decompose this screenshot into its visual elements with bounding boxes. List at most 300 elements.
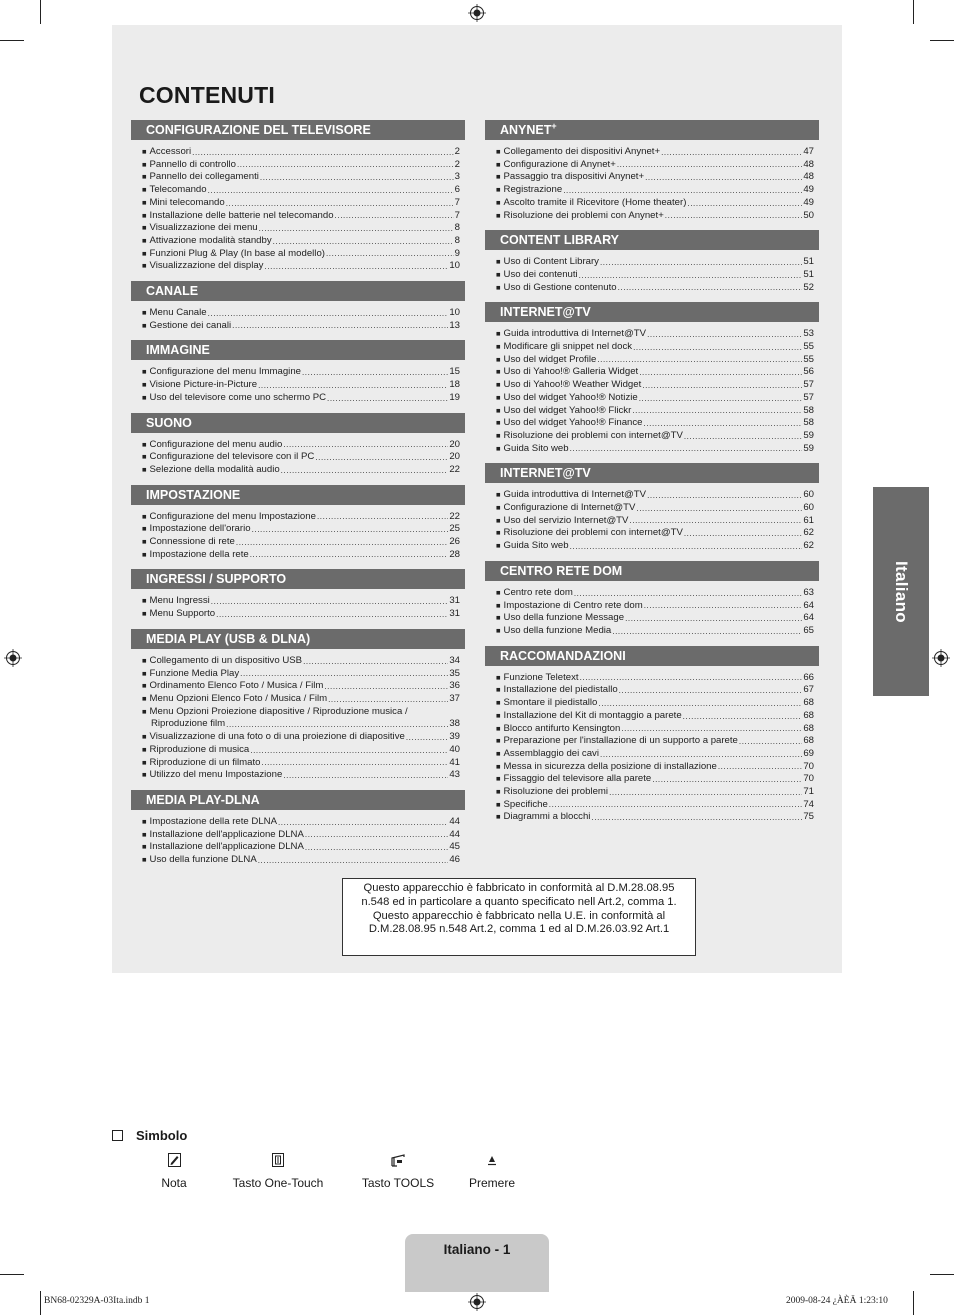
toc-dot-leader xyxy=(661,147,802,159)
registration-mark-icon xyxy=(4,649,22,667)
toc-entry-page: 28 xyxy=(449,548,460,560)
toc-entry-page: 15 xyxy=(449,366,460,378)
toc-item-list xyxy=(485,322,819,455)
bullet-square-icon: ■ xyxy=(142,210,147,220)
toc-entry-label: Impostazione della rete xyxy=(149,548,249,560)
toc-entry-page: 60 xyxy=(803,502,814,514)
toc-entry[interactable] xyxy=(496,684,814,697)
toc-entry-page: 26 xyxy=(449,536,460,548)
conformity-notice: Questo apparecchio è fabbricato in conformità al D.M.28.08.95 n.548 ed in particolare a quanto specificato nell Art.2, comma 1. Questo apparecchio è fabbricato nella U.E. in conformità al D.M.28.08.95 n.548 Art.2, comma 1 ed al D.M.26.03.92 Art.1 xyxy=(342,878,696,956)
toc-dot-leader xyxy=(192,147,454,159)
toc-entry[interactable] xyxy=(496,811,814,824)
toc-entry-page: 75 xyxy=(803,811,814,823)
toc-entry[interactable] xyxy=(496,625,814,638)
toc-entry-page: 13 xyxy=(449,319,460,331)
toc-dot-leader xyxy=(570,541,803,553)
toc-entry[interactable] xyxy=(142,248,460,261)
toc-dot-leader xyxy=(579,270,803,282)
bullet-square-icon: ■ xyxy=(496,799,501,809)
crop-mark xyxy=(930,40,954,41)
toc-entry[interactable] xyxy=(142,608,460,621)
symbol-press xyxy=(464,1150,520,1190)
toc-entry[interactable] xyxy=(142,392,460,405)
bullet-square-icon: ■ xyxy=(496,774,501,784)
toc-entry[interactable] xyxy=(496,171,814,184)
bullet-square-icon: ■ xyxy=(142,757,147,767)
toc-entry-page: 44 xyxy=(449,815,460,827)
toc-section-centro-rete-dom xyxy=(485,561,819,638)
toc-dot-leader xyxy=(549,799,803,811)
toc-dot-leader xyxy=(226,198,454,210)
toc-entry-page: 40 xyxy=(449,743,460,755)
toc-entry-label: Centro rete dom xyxy=(503,586,573,598)
toc-dot-leader xyxy=(665,210,803,222)
toc-item-list xyxy=(485,140,819,222)
toc-entry[interactable] xyxy=(142,159,460,172)
bullet-square-icon: ■ xyxy=(496,710,501,720)
toc-entry-page: 70 xyxy=(803,760,814,772)
toc-entry[interactable] xyxy=(496,540,814,553)
toc-entry[interactable] xyxy=(496,786,814,799)
toc-dot-leader xyxy=(644,418,803,430)
toc-entry-page: 10 xyxy=(449,307,460,319)
toc-dot-leader xyxy=(684,431,802,443)
tools-icon xyxy=(356,1150,440,1170)
toc-entry-page: 63 xyxy=(803,586,814,598)
crop-mark xyxy=(40,0,41,24)
toc-left-column xyxy=(131,120,465,875)
language-side-tab xyxy=(873,487,929,696)
symbol-heading-label: Simbolo xyxy=(136,1128,188,1143)
toc-dot-leader xyxy=(232,320,448,332)
bullet-square-icon: ■ xyxy=(496,329,501,339)
toc-entry[interactable] xyxy=(496,430,814,443)
toc-entry[interactable] xyxy=(496,405,814,418)
toc-entry-page: 25 xyxy=(449,523,460,535)
toc-entry-page: 55 xyxy=(803,341,814,353)
toc-section-heading xyxy=(485,463,819,483)
toc-item-list xyxy=(131,505,465,562)
bullet-square-icon: ■ xyxy=(496,159,501,169)
toc-dot-leader xyxy=(406,732,449,744)
toc-entry-page: 57 xyxy=(803,391,814,403)
symbol-tools xyxy=(356,1150,440,1190)
toc-dot-leader xyxy=(591,812,802,824)
toc-dot-leader xyxy=(240,668,448,680)
toc-dot-leader xyxy=(260,172,454,184)
toc-entry-page: 52 xyxy=(803,281,814,293)
toc-entry-label: Pannello di controllo xyxy=(149,158,236,170)
bullet-square-icon: ■ xyxy=(496,625,501,635)
symbol-heading xyxy=(112,1128,187,1143)
toc-entry-label: Funzione Media Play xyxy=(149,667,240,679)
bullet-square-icon: ■ xyxy=(496,392,501,402)
toc-dot-leader xyxy=(324,681,448,693)
toc-entry-page: 38 xyxy=(449,718,460,730)
toc-entry[interactable] xyxy=(496,672,814,685)
toc-entry-label: Specifiche xyxy=(503,798,548,810)
toc-entry-page: 61 xyxy=(803,514,814,526)
page-number-box xyxy=(405,1234,549,1292)
toc-entry-label: Telecomando xyxy=(149,184,207,196)
bullet-square-icon: ■ xyxy=(496,528,501,538)
bullet-square-icon: ■ xyxy=(142,706,147,716)
toc-entry-label: Configurazione del televisore con il PC xyxy=(149,451,315,463)
toc-dot-leader xyxy=(684,528,802,540)
toc-section-heading-label: CONFIGURAZIONE DEL TELEVISORE xyxy=(146,123,371,137)
toc-dot-leader xyxy=(617,159,803,171)
toc-entry-label: Uso di Gestione contenuto xyxy=(503,281,617,293)
toc-entry[interactable] xyxy=(142,464,460,477)
toc-entry-label: Impostazione della rete DLNA xyxy=(149,815,277,827)
toc-dot-leader xyxy=(618,282,803,294)
toc-entry-label: Risoluzione dei problemi con Anynet+ xyxy=(503,209,664,221)
toc-entry-label: Passaggio tra dispositivi Anynet+ xyxy=(503,171,645,183)
toc-entry[interactable] xyxy=(496,443,814,456)
toc-entry[interactable] xyxy=(496,354,814,367)
bullet-square-icon: ■ xyxy=(496,812,501,822)
toc-entry-page: 49 xyxy=(803,184,814,196)
toc-entry[interactable] xyxy=(142,854,460,867)
toc-entry[interactable] xyxy=(496,799,814,812)
toc-entry[interactable] xyxy=(142,379,460,392)
toc-entry-page: 71 xyxy=(803,786,814,798)
bullet-square-icon: ■ xyxy=(496,613,501,623)
toc-entry-label: Risoluzione dei problemi con internet@TV xyxy=(503,527,683,539)
toc-entry-label: Configurazione di Anynet+ xyxy=(503,158,616,170)
toc-entry[interactable] xyxy=(142,222,460,235)
toc-dot-leader xyxy=(258,380,448,392)
toc-entry[interactable] xyxy=(496,282,814,295)
symbol-one-touch-label: Tasto One-Touch xyxy=(232,1176,324,1190)
toc-entry[interactable] xyxy=(496,328,814,341)
toc-entry-label: Collegamento di un dispositivo USB xyxy=(149,654,303,666)
toc-entry-page: 2 xyxy=(454,146,460,157)
toc-entry[interactable] xyxy=(142,549,460,562)
toc-entry-label: Uso del widget Yahoo!® Flickr xyxy=(503,404,632,416)
toc-entry-label: Uso del servizio Internet@TV xyxy=(503,514,629,526)
toc-dot-leader xyxy=(633,342,802,354)
toc-entry[interactable] xyxy=(142,235,460,248)
toc-entry[interactable] xyxy=(496,392,814,405)
toc-entry-label: Visualizzazione del display xyxy=(149,260,264,272)
note-icon xyxy=(152,1150,196,1170)
toc-dot-leader xyxy=(273,236,454,248)
crop-mark xyxy=(40,1291,41,1315)
toc-entry[interactable] xyxy=(496,417,814,430)
registration-mark-icon xyxy=(468,1293,486,1311)
toc-dot-leader xyxy=(237,159,454,171)
bullet-square-icon: ■ xyxy=(496,185,501,195)
toc-dot-leader xyxy=(305,829,448,841)
toc-section-heading xyxy=(485,561,819,581)
registration-mark-icon xyxy=(468,4,486,22)
toc-section-heading-label: CENTRO RETE DOM xyxy=(500,563,623,578)
toc-entry[interactable] xyxy=(142,816,460,829)
toc-entry-label: Mini telecomando xyxy=(149,196,225,208)
toc-section-suono xyxy=(131,413,465,477)
toc-entry-label: Diagrammi a blocchi xyxy=(503,811,591,823)
toc-item-list xyxy=(131,140,465,273)
bullet-square-icon: ■ xyxy=(496,257,501,267)
toc-dot-leader xyxy=(328,694,448,706)
bullet-square-icon: ■ xyxy=(496,723,501,733)
toc-entry-label: Uso di Content Library xyxy=(503,256,599,268)
toc-entry[interactable] xyxy=(142,668,460,681)
toc-entry-page: 59 xyxy=(803,429,814,441)
toc-entry-page: 49 xyxy=(803,196,814,208)
toc-dot-leader xyxy=(211,596,449,608)
registration-mark-icon xyxy=(932,649,950,667)
toc-entry-label: Impostazione di Centro rete dom xyxy=(503,599,643,611)
toc-entry[interactable] xyxy=(142,744,460,757)
toc-entry[interactable] xyxy=(496,341,814,354)
toc-entry-label: Installazione delle batterie nel telecomando xyxy=(149,209,334,221)
toc-section-heading-label: CANALE xyxy=(146,284,199,299)
toc-dot-leader xyxy=(327,393,448,405)
toc-entry-page: 64 xyxy=(803,599,814,611)
bullet-square-icon: ■ xyxy=(142,367,147,377)
toc-entry-label: Selezione della modalità audio xyxy=(149,463,280,475)
toc-entry[interactable] xyxy=(496,184,814,197)
toc-entry[interactable] xyxy=(496,697,814,710)
toc-entry-page: 9 xyxy=(454,247,460,259)
toc-entry[interactable] xyxy=(142,523,460,536)
toc-entry-page: 74 xyxy=(803,798,814,810)
toc-entry[interactable] xyxy=(496,587,814,600)
toc-dot-leader xyxy=(625,613,802,625)
toc-entry-label: Installazione del piedistallo xyxy=(503,684,618,696)
toc-entry[interactable] xyxy=(496,723,814,736)
press-icon xyxy=(464,1150,520,1170)
toc-entry-label: Uso della funzione Message xyxy=(503,612,625,624)
toc-entry-label: Uso del widget Yahoo!® Notizie xyxy=(503,391,638,403)
bullet-square-icon: ■ xyxy=(142,172,147,182)
toc-entry[interactable] xyxy=(142,731,460,744)
toc-entry[interactable] xyxy=(496,502,814,515)
toc-dot-leader xyxy=(652,774,802,786)
bullet-square-icon: ■ xyxy=(496,430,501,440)
toc-dot-leader xyxy=(216,609,448,621)
toc-entry[interactable] xyxy=(142,655,460,668)
bullet-square-icon: ■ xyxy=(142,439,147,449)
toc-entry[interactable] xyxy=(496,269,814,282)
toc-entry-page: 43 xyxy=(449,769,460,781)
toc-entry-label: Guida Sito web xyxy=(503,442,569,454)
toc-entry-label: Assemblaggio dei cavi xyxy=(503,747,599,759)
toc-entry[interactable] xyxy=(142,706,460,731)
toc-section-heading xyxy=(131,790,465,810)
toc-entry[interactable] xyxy=(142,595,460,608)
toc-entry-page: 20 xyxy=(449,451,460,463)
toc-entry-label: Uso di Yahoo!® Weather Widget xyxy=(503,379,642,391)
toc-entry-label: Uso di Yahoo!® Galleria Widget xyxy=(503,366,639,378)
toc-entry-label: Uso del televisore come uno schermo PC xyxy=(149,391,327,403)
bullet-square-icon: ■ xyxy=(496,685,501,695)
toc-dot-leader xyxy=(250,549,449,561)
toc-entry[interactable] xyxy=(496,710,814,723)
bullet-square-icon: ■ xyxy=(496,515,501,525)
toc-entry[interactable] xyxy=(496,735,814,748)
toc-entry[interactable] xyxy=(142,757,460,770)
bullet-square-icon: ■ xyxy=(496,380,501,390)
toc-entry[interactable] xyxy=(142,769,460,782)
toc-entry[interactable] xyxy=(142,511,460,524)
toc-entry-page: 20 xyxy=(449,438,460,450)
toc-entry[interactable] xyxy=(142,366,460,379)
toc-entry[interactable] xyxy=(496,773,814,786)
toc-entry-page: 68 xyxy=(803,722,814,734)
toc-section-heading xyxy=(131,281,465,301)
toc-entry[interactable] xyxy=(142,146,460,159)
toc-section-internet-tv xyxy=(485,302,819,455)
toc-section-heading xyxy=(131,120,465,140)
toc-entry[interactable] xyxy=(142,680,460,693)
toc-entry[interactable] xyxy=(142,171,460,184)
bullet-square-icon: ■ xyxy=(496,418,501,428)
toc-item-list xyxy=(485,250,819,294)
toc-entry-label: Preparazione per l'installazione di un supporto a parete xyxy=(503,735,738,747)
toc-entry[interactable] xyxy=(142,210,460,223)
toc-dot-leader xyxy=(612,626,802,638)
toc-section-heading xyxy=(485,646,819,666)
toc-section-configurazione-del-televisore xyxy=(131,120,465,273)
bullet-square-icon: ■ xyxy=(142,159,147,169)
toc-entry[interactable] xyxy=(142,197,460,210)
toc-section-content-library xyxy=(485,230,819,294)
toc-entry[interactable] xyxy=(496,197,814,210)
toc-entry[interactable] xyxy=(496,210,814,223)
toc-section-heading-label: MEDIA PLAY-DLNA xyxy=(146,792,260,807)
toc-entry-page: 48 xyxy=(803,171,814,183)
crop-mark xyxy=(0,1274,24,1275)
toc-entry-label: Guida introduttiva di Internet@TV xyxy=(503,328,647,340)
toc-entry-page: 18 xyxy=(449,379,460,391)
toc-entry-label: Risoluzione dei problemi con internet@TV xyxy=(503,429,683,441)
toc-dot-leader xyxy=(632,405,802,417)
toc-entry[interactable] xyxy=(496,256,814,269)
bullet-square-icon: ■ xyxy=(496,210,501,220)
toc-dot-leader xyxy=(259,223,454,235)
toc-item-list xyxy=(131,433,465,477)
bullet-square-icon: ■ xyxy=(142,452,147,462)
symbol-press-label: Premere xyxy=(468,1176,515,1190)
toc-entry[interactable] xyxy=(496,600,814,613)
toc-entry[interactable] xyxy=(496,159,814,172)
toc-entry[interactable] xyxy=(496,489,814,502)
toc-dot-leader xyxy=(335,210,454,222)
toc-dot-leader xyxy=(642,380,802,392)
toc-entry-label: Collegamento dei dispositivi Anynet+ xyxy=(503,146,661,157)
toc-entry[interactable] xyxy=(496,366,814,379)
toc-entry-page: 68 xyxy=(803,697,814,709)
toc-entry[interactable] xyxy=(142,451,460,464)
toc-entry-label: Configurazione del menu Immagine xyxy=(149,366,301,378)
toc-dot-leader xyxy=(236,537,448,549)
toc-entry-label: Configurazione del menu audio xyxy=(149,438,283,450)
toc-entry-label: Modificare gli snippet nel dock xyxy=(503,341,633,353)
toc-entry[interactable] xyxy=(496,612,814,625)
bullet-square-icon: ■ xyxy=(142,235,147,245)
bullet-square-icon: ■ xyxy=(142,248,147,258)
toc-entry[interactable] xyxy=(142,829,460,842)
bullet-square-icon: ■ xyxy=(496,698,501,708)
toc-entry[interactable] xyxy=(142,307,460,320)
toc-entry-label: Visualizzazione dei menu xyxy=(149,222,258,234)
toc-entry-label: Installazione dell'applicazione DLNA xyxy=(149,828,304,840)
toc-entry-label: Guida introduttiva di Internet@TV xyxy=(503,489,647,501)
toc-entry[interactable] xyxy=(142,260,460,273)
toc-entry[interactable] xyxy=(496,515,814,528)
toc-entry[interactable] xyxy=(496,379,814,392)
toc-dot-leader xyxy=(647,329,802,341)
toc-entry-label: Configurazione del menu Impostazione xyxy=(149,510,316,522)
toc-entry-page: 8 xyxy=(454,234,460,246)
toc-entry[interactable] xyxy=(142,439,460,452)
toc-entry[interactable] xyxy=(496,527,814,540)
toc-entry[interactable] xyxy=(142,320,460,333)
toc-entry-label: Risoluzione dei problemi xyxy=(503,786,609,798)
toc-entry-page: 59 xyxy=(803,442,814,454)
toc-entry[interactable] xyxy=(142,184,460,197)
toc-entry-page: 10 xyxy=(449,260,460,272)
toc-dot-leader xyxy=(644,600,803,612)
toc-entry-label: Configurazione di Internet@TV xyxy=(503,502,636,514)
toc-entry-label: Pannello dei collegamenti xyxy=(149,171,259,183)
toc-dot-leader xyxy=(264,261,448,273)
toc-entry[interactable] xyxy=(496,146,814,159)
bullet-square-icon: ■ xyxy=(496,748,501,758)
toc-entry[interactable] xyxy=(142,841,460,854)
toc-dot-leader xyxy=(303,656,448,668)
toc-entry[interactable] xyxy=(496,748,814,761)
toc-section-anynet xyxy=(485,120,819,222)
toc-entry[interactable] xyxy=(142,693,460,706)
toc-entry-label: Smontare il piedistallo xyxy=(503,697,598,709)
crop-mark xyxy=(913,1291,914,1315)
toc-entry-page: 7 xyxy=(454,196,460,208)
one-touch-icon xyxy=(228,1150,328,1170)
toc-entry-page: 57 xyxy=(803,379,814,391)
toc-entry-label: Uso del widget Yahoo!® Finance xyxy=(503,417,643,429)
toc-entry-label: Menu Opzioni Elenco Foto / Musica / Film xyxy=(149,692,328,704)
toc-section-heading-label: INTERNET@TV xyxy=(500,466,591,481)
toc-section-heading-label: SUONO xyxy=(146,415,192,430)
bullet-square-icon: ■ xyxy=(496,761,501,771)
bullet-square-icon: ■ xyxy=(142,308,147,318)
toc-entry-page: 45 xyxy=(449,841,460,853)
toc-section-heading xyxy=(131,569,465,589)
toc-entry-label: Blocco antifurto Kensington xyxy=(503,722,621,734)
toc-section-heading-label: IMMAGINE xyxy=(146,343,210,358)
toc-entry-page: 53 xyxy=(803,328,814,340)
toc-dot-leader xyxy=(305,842,448,854)
bullet-square-icon: ■ xyxy=(496,736,501,746)
bullet-square-icon: ■ xyxy=(142,380,147,390)
toc-section-media-play-usb-dlna xyxy=(131,629,465,782)
toc-dot-leader xyxy=(281,465,449,477)
toc-entry-page: 3 xyxy=(454,171,460,183)
toc-section-heading xyxy=(131,629,465,649)
toc-entry[interactable] xyxy=(496,761,814,774)
footer-file-info: BN68-02329A-03Ita.indb 1 xyxy=(44,1296,150,1306)
toc-section-raccomandazioni xyxy=(485,646,819,824)
toc-dot-leader xyxy=(739,736,802,748)
toc-entry-page: 36 xyxy=(449,680,460,692)
toc-dot-leader xyxy=(563,185,802,197)
bullet-square-icon: ■ xyxy=(142,842,147,852)
toc-entry[interactable] xyxy=(142,536,460,549)
